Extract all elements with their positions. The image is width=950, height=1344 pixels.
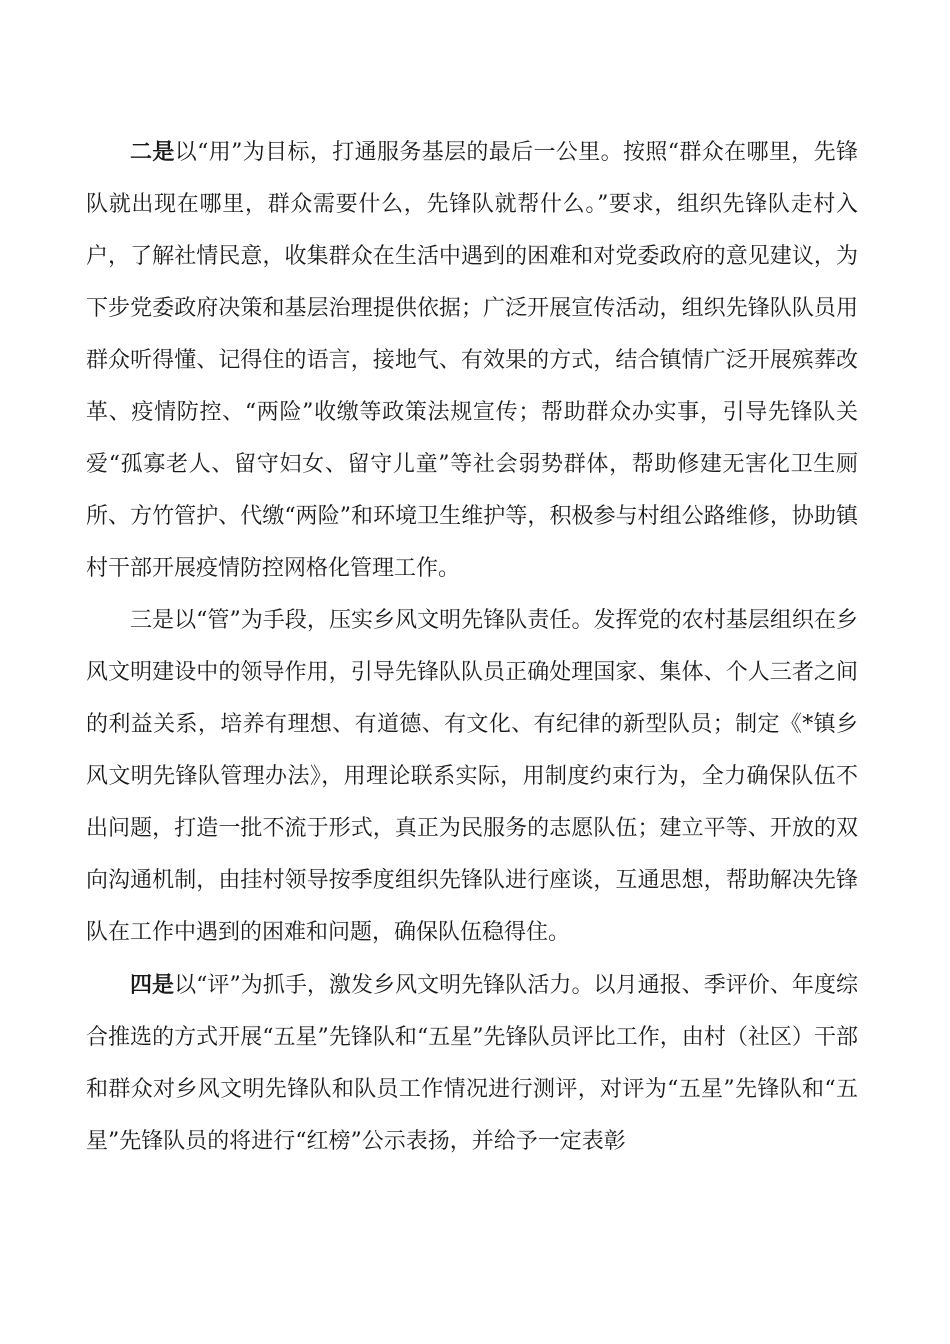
paragraph-lead: 二是 <box>130 139 175 165</box>
paragraph-3 <box>86 595 858 959</box>
paragraph-4 <box>86 959 858 1168</box>
paragraph-lead: 三是 <box>130 608 175 633</box>
paragraph-text: 以“评”为抓手，激发乡风文明先锋队活力。以月通报、季评价、年度综合推选的方式开展“五星”先锋队和“五星”先锋队员评比工作，由村（社区）干部和群众对乡风文明先锋队和队员工作情况进行测评，对评为“五星”先锋队和“五星”先锋队员的将进行“红榜”公示表扬，并给予一定表彰 <box>86 973 858 1154</box>
paragraph-text: 以“管”为手段，压实乡风文明先锋队责任。发挥党的农村基层组织在乡风文明建设中的领导作用，引导先锋队队员正确处理国家、集体、个人三者之间的利益关系，培养有理想、有道德、有文化、有纪律的新型队员；制定《*镇乡风文明先锋队管理办法》，用理论联系实际，用制度约束行为，全力确保队伍不出问题，打造一批不流于形式，真正为民服务的志愿队伍；建立平等、开放的双向沟通机制，由挂村领导按季度组织先锋队进行座谈，互通思想，帮助解决先锋队在工作中遇到的困难和问题，确保队伍稳得住。 <box>86 608 858 945</box>
paragraph-text: 以“用”为目标，打通服务基层的最后一公里。按照“群众在哪里，先锋队就出现在哪里，群众需要什么，先锋队就帮什么。”要求，组织先锋队走村入户，了解社情民意，收集群众在生活中遇到的困难和对党委政府的意见建议，为下步党委政府决策和基层治理提供依据；广泛开展宣传活动，组织先锋队队员用群众听得懂、记得住的语言，接地气、有效果的方式，结合镇情广泛开展殡葬改革、疫情防控、“两险”收缴等政策法规宣传；帮助群众办实事，引导先锋队关爱“孤寡老人、留守妇女、留守儿童”等社会弱势群体，帮助修建无害化卫生厕所、方竹管护、代缴“两险”和环境卫生维护等，积极参与村组公路维修，协助镇村干部开展疫情防控网格化管理工作。 <box>86 140 858 581</box>
paragraph-lead: 四是 <box>130 972 175 998</box>
document-body <box>86 126 858 1168</box>
paragraph-2 <box>86 126 858 595</box>
